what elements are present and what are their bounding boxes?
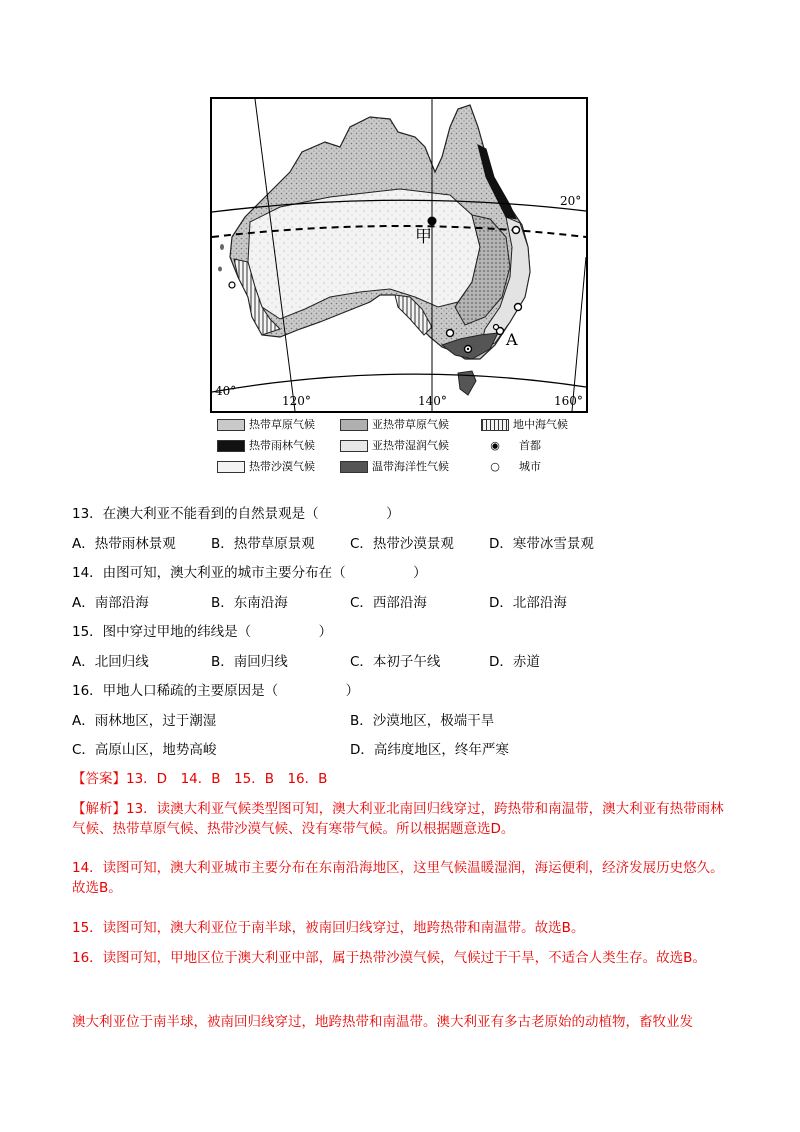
legend-item: 亚热带湿润气候 bbox=[340, 438, 449, 454]
q13-option-d: D．寒带冰雪景观 bbox=[489, 536, 594, 552]
lon-120-label: 120° bbox=[282, 394, 311, 408]
city-marker bbox=[513, 227, 520, 234]
analysis-14: 14．读图可知，澳大利亚城市主要分布在东南沿海地区，这里气候温暖湿润，海运便利，经济发展历史悠久。故选B。 bbox=[72, 860, 724, 896]
swatch-humid-subtropical bbox=[340, 440, 368, 452]
q16-option-a: A．雨林地区，过于潮湿 bbox=[72, 713, 217, 729]
legend-item: 亚热带草原气候 bbox=[340, 417, 449, 433]
answer-label: 【答案】 bbox=[72, 771, 126, 787]
q15-option-b: B．南回归线 bbox=[211, 654, 288, 670]
australia-climate-map bbox=[210, 97, 588, 413]
legend-item: ◉ 首都 bbox=[490, 439, 541, 452]
analysis-16: 16．读图可知，甲地区位于澳大利亚中部，属于热带沙漠气候，气候过于干旱，不适合人类生存。故选B。 bbox=[72, 950, 706, 966]
legend-item: 热带雨林气候 bbox=[217, 438, 315, 454]
city-marker bbox=[447, 330, 454, 337]
question-16: 16．甲地人口稀疏的主要原因是（ ） bbox=[72, 683, 360, 699]
q14-option-d: D．北部沿海 bbox=[489, 595, 567, 611]
q15-option-c: C．本初子午线 bbox=[350, 654, 441, 670]
q13-option-b: B．热带草原景观 bbox=[211, 536, 315, 552]
swatch-oceanic bbox=[340, 461, 368, 473]
q13-option-c: C．热带沙漠景观 bbox=[350, 536, 454, 552]
swatch-subtropical-savanna bbox=[340, 419, 368, 431]
q16-option-d: D．高纬度地区，终年严寒 bbox=[350, 742, 509, 758]
legend-item: 热带沙漠气候 bbox=[217, 459, 315, 475]
city-marker bbox=[515, 304, 522, 311]
city-marker bbox=[229, 282, 235, 288]
city-marker bbox=[494, 325, 499, 330]
answer-line bbox=[72, 769, 327, 789]
capital-icon: ◉ bbox=[490, 439, 500, 452]
point-jia-marker bbox=[428, 217, 437, 226]
lon-140-label: 140° bbox=[418, 394, 447, 408]
map-legend bbox=[215, 415, 590, 477]
swatch-tropical-desert bbox=[217, 461, 245, 473]
lat-40-label: 40° bbox=[215, 384, 237, 398]
analysis-13-text: 13．读澳大利亚气候类型图可知，澳大利亚北南回归线穿过，跨热带和南温带，澳大利亚有热带雨林气候、热带草原气候、热带沙漠气候、没有寒带气候。所以根据题意选D。 bbox=[72, 801, 724, 837]
analysis-13 bbox=[72, 799, 732, 839]
legend-item: 地中海气候 bbox=[481, 417, 568, 433]
question-14: 14．由图可知，澳大利亚的城市主要分布在（ ） bbox=[72, 565, 427, 581]
q14-option-b: B．东南沿海 bbox=[211, 595, 288, 611]
legend-item: 温带海洋性气候 bbox=[340, 459, 449, 475]
q16-option-b: B．沙漠地区，极端干旱 bbox=[350, 713, 495, 729]
swatch-mediterranean bbox=[481, 419, 509, 431]
point-jia-label: 甲 bbox=[415, 227, 432, 247]
legend-item: 热带草原气候 bbox=[217, 417, 315, 433]
q14-option-c: C．西部沿海 bbox=[350, 595, 427, 611]
analysis-15: 15．读图可知，澳大利亚位于南半球，被南回归线穿过，地跨热带和南温带。故选B。 bbox=[72, 920, 585, 936]
lon-160-label: 160° bbox=[554, 394, 583, 408]
q15-option-a: A．北回归线 bbox=[72, 654, 149, 670]
lat-20-label: 20° bbox=[560, 194, 582, 208]
swatch-tropical-savanna bbox=[217, 419, 245, 431]
point-a-label: A bbox=[506, 330, 518, 349]
answer-text: 13．D 14．B 15．B 16．B bbox=[126, 771, 328, 787]
question-15: 15．图中穿过甲地的纬线是（ ） bbox=[72, 624, 333, 640]
city-icon: ○ bbox=[490, 460, 500, 473]
question-13: 13．在澳大利亚不能看到的自然景观是（ ） bbox=[72, 506, 400, 522]
q15-option-d: D．赤道 bbox=[489, 654, 540, 670]
analysis-label: 【解析】 bbox=[72, 801, 126, 817]
legend-item: ○ 城市 bbox=[490, 460, 541, 473]
q13-option-a: A．热带雨林景观 bbox=[72, 536, 176, 552]
q16-option-c: C．高原山区，地势高峻 bbox=[72, 742, 217, 758]
swatch-tropical-rainforest bbox=[217, 440, 245, 452]
q14-option-a: A．南部沿海 bbox=[72, 595, 149, 611]
analysis-extra: 澳大利亚位于南半球，被南回归线穿过，地跨热带和南温带。澳大利亚有多古老原始的动植物，畜牧业发 bbox=[72, 1014, 693, 1030]
